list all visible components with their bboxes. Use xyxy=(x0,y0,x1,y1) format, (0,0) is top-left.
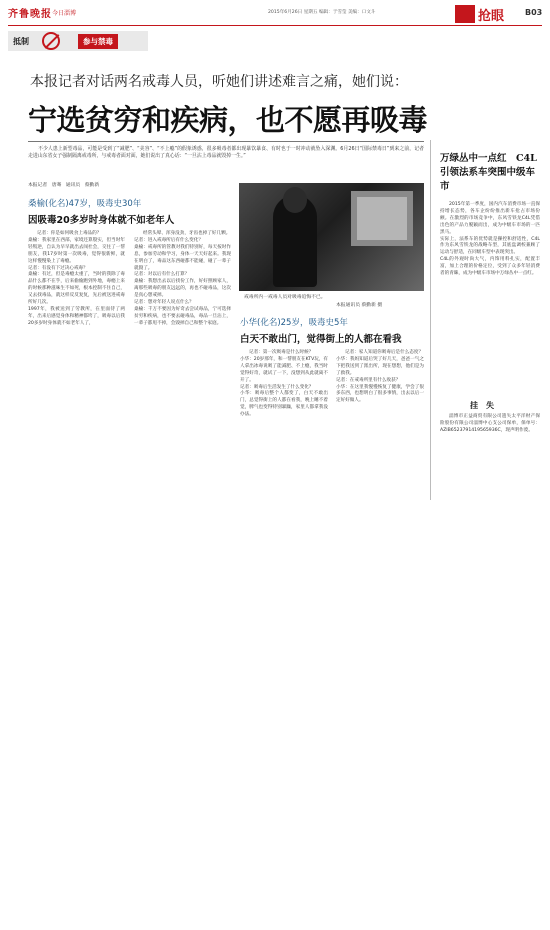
photo-credit: 本报通讯员 蔡勤新 摄 xyxy=(336,303,383,308)
byline: 本报记者 唐骞 通讯员 蔡勤新 xyxy=(28,183,100,188)
logo-text: 抢眼 xyxy=(478,9,505,24)
column-divider xyxy=(430,140,431,500)
header-rule xyxy=(8,25,542,26)
no-drugs-icon xyxy=(42,32,60,50)
notice-title: 挂失 xyxy=(470,401,502,410)
story2-subhead: 小华(化名)25岁，吸毒史5年 xyxy=(240,318,348,328)
kicker: 本报记者对话两名戒毒人员，听她们讲述难言之痛，她们说： xyxy=(30,74,408,90)
story2-column-2: 记者：家人知道你吸毒后是什么态度？ 小华：我妈知道后哭了好几天，爸爸一气之下把我送到了派出所，现在想想，他们是为了救我。 记者：在戒毒所里有什么收获？ 小华：在这里我慢慢恢复了健康，学会了很多东西，也想明白了很多事情，出去以后一定好好做人。 xyxy=(336,350,424,404)
lede-paragraph: 不少人患上新型毒品，可能是受到了“减肥”、“美容”、“不上瘾”的假象诱惑，很多吸毒者都出现暴饮暴食、有时也于一时冲动就坠入深渊。6月26日“国际禁毒日”到来之前，记者走进山东省女子强制隔离戒毒所，与戒毒者面对面，她们说出了真心话：“一旦沾上毒品就毁掉一生。” xyxy=(28,146,424,159)
logo-icon xyxy=(455,5,475,23)
photo-window-glass xyxy=(357,197,407,240)
story1-column-2: 经常头晕、浑身没劲，牙齿也掉了好几颗。 记者：进入戒毒所后有什么变化？ 桑榆：戒毒所的管教对我们特别好，每天按时作息，参加劳动和学习，身体一天天好起来。我现在明白了，毒品这东西碰都不能碰，碰了一辈子就毁了。 记者：对以后有什么打算？ 桑榆：我想出去以后找份工作，好好照顾家人，离那些吸毒的朋友远远的，再也不碰毒品，这次是真心想戒掉。 记者：想对年轻人说点什么？ 桑榆：千万不要因为好奇去尝试毒品，宁可选择贫穷和疾病，也不要去碰毒品，毒品一旦沾上，一辈子都甩不掉，会毁掉自己和整个家庭。 xyxy=(134,231,231,326)
photo-caption: 戒毒所内一戒毒人员对吸毒追悔不已。 xyxy=(244,295,326,300)
story2-headline: 白天不敢出门，觉得街上的人都在看我 xyxy=(240,334,402,345)
story1-subhead: 桑榆(化名)47岁，吸毒史30年 xyxy=(28,199,142,209)
news-photo xyxy=(239,183,424,291)
photo-person-head xyxy=(283,187,307,213)
page-title: 宁选贫穷和疾病，也不愿再吸毒 xyxy=(28,103,428,137)
sidebar-headline: 万绿丛中一点红 C4L引领法系车突围中级车市 xyxy=(440,153,537,192)
section-name: 今日淄博 xyxy=(52,10,77,17)
story1-headline: 因吸毒20多岁时身体就不如老年人 xyxy=(28,215,175,226)
story2-column-1: 记者：第一次吸毒是什么时候？ 小华：20岁那年，和一帮朋友在KTV玩，有人拿出冰毒说吸了能减肥、不上瘾，我当时觉得好奇，就试了一下，没想到从此就离不开了。 记者：吸毒后生活发生了什么变化？ 小华：吸毒后整个人都变了，白天不敢出门，总觉得街上的人都在看我，晚上睡不着觉，脾气也变得特别暴躁，家里人都拿我没办法。 xyxy=(240,350,328,418)
issue-meta: 2015年6月26日 星期五 编辑：于雪莹 美编：口文斗 xyxy=(268,10,376,15)
sidebar-body: 2015年第一季度，国内汽车消费市场一直保持增长态势，各车企纷纷推出新车抢占市场份额。在激烈的市场竞争中，东风雪铁龙C4L凭借出色的产品力脱颖而出，成为中级车市场的一匹黑马。 实际上，法系车的优势就是操控和舒适性，C4L作为东风雪铁龙的战略车型，其底盘调校兼顾了运动与舒适，在同级车型中表现突出。 C4L的外观时尚大气，内饰用料扎实，配置丰富，加上合理的价格定位，受到了众多年轻消费者的青睐，成为中级车市场中万绿丛中一点红。 xyxy=(440,202,540,277)
banner-left-text: 抵制 xyxy=(13,37,29,46)
title-rule xyxy=(28,141,424,142)
page-number: B03 xyxy=(525,8,543,17)
masthead: 齐鲁晚报 xyxy=(8,9,52,20)
notice-body: 淄博市正益商贸有限公司遗失太平洋财产保险股份有限公司淄博中心支公司保单，保单号：AZIB6523791419565936C，现声明作废。 xyxy=(440,414,540,433)
story1-column-1: 记者：你是如何吸食上毒品的？ 桑榆：我家里在西部，家境还算殷实，但当时年轻叛逆，自认为早早就出去闯社会，交往了一帮朋友，我17岁时第一次吸毒，觉得很新鲜，就这样慢慢染上了毒瘾。 记者：有没有下过决心戒毒？ 桑榆：有过，但是毒瘾太重了，当时的我除了毒品什么都不在乎，后来偷偷跑到外地，毒瘾上来的时候那种滋味生不如死，根本控制不住自己，又去找毒品，就这样反反复复，先后被送进戒毒所好几次。 1997年，我被送到了劳教所，在里面待了两年，出来后感觉身体和精神都垮了，吸毒以后我20多岁时身体就不如老年人了， xyxy=(28,231,125,326)
banner-right-text: 参与禁毒 xyxy=(78,34,118,49)
